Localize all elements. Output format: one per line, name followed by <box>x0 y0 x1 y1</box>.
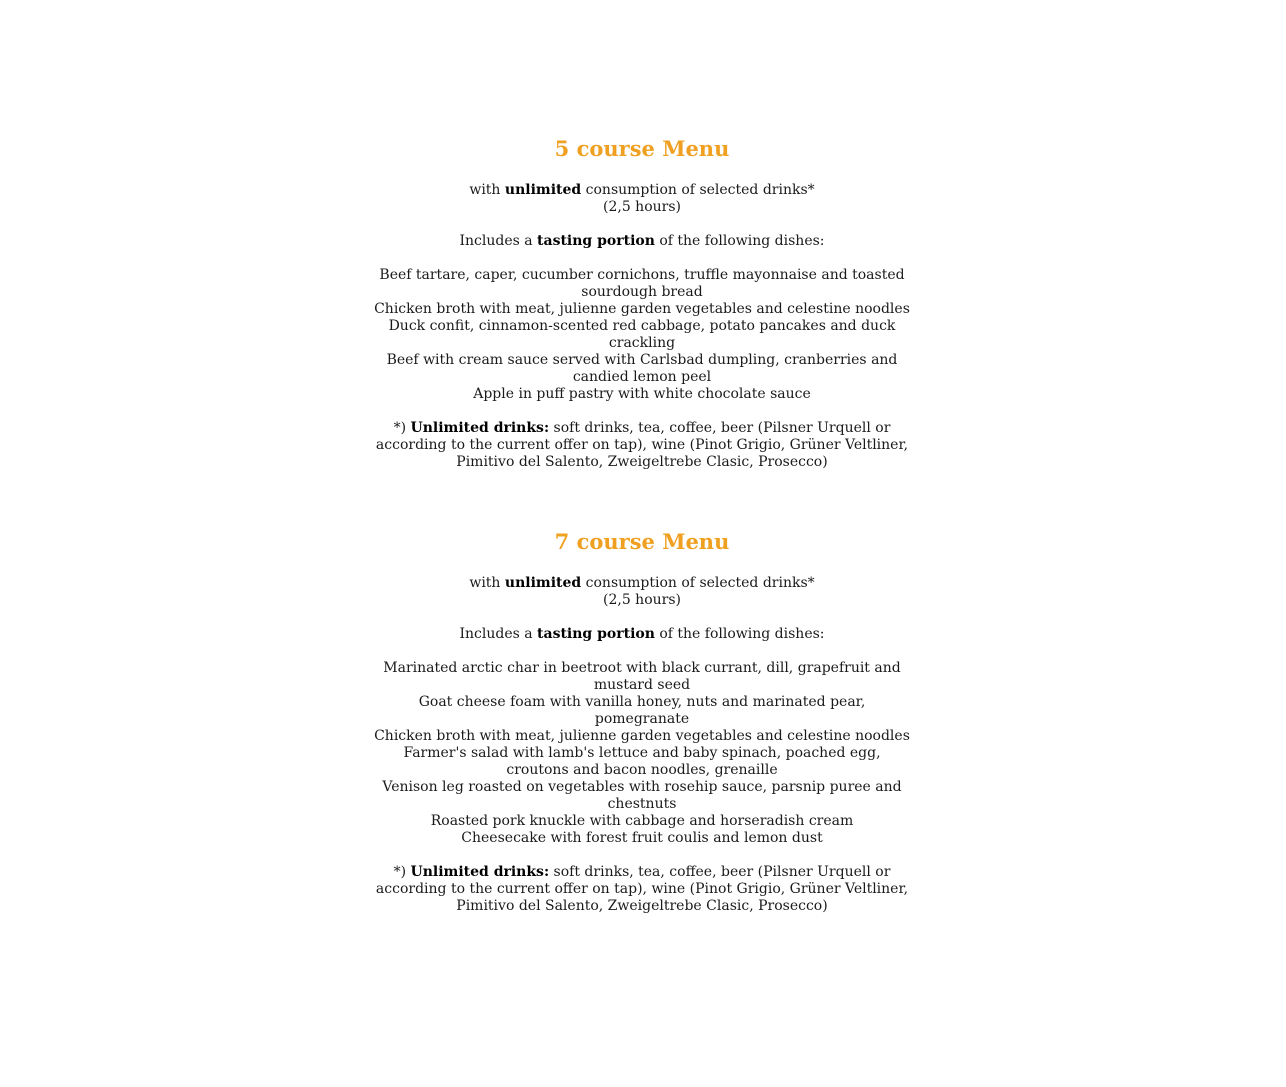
drinks-line-post: consumption of selected drinks* <box>581 575 815 591</box>
tasting-line-post: of the following dishes: <box>654 626 825 642</box>
dish-item: Chicken broth with meat, julienne garden vegetables and celestine noodles <box>374 301 910 317</box>
duration: (2,5 hours) <box>603 199 681 215</box>
drinks-line-pre: with <box>469 575 505 591</box>
tasting-line-post: of the following dishes: <box>654 233 825 249</box>
footnote-text: soft drinks, tea, coffee, beer (Pilsner Urquell or according to the current offer on tap), wine (Pinot Grigio, Grüner Veltliner, Pimitivo del Salento, Zweigeltrebe Clasic, Prosecco) <box>375 420 909 470</box>
tasting-line-bold: tasting portion <box>537 233 655 249</box>
drinks-info <box>372 182 912 216</box>
drinks-footnote <box>372 420 912 471</box>
menu-5-course <box>372 136 912 471</box>
drinks-line-post: consumption of selected drinks* <box>581 182 815 198</box>
menu-title: 7 course Menu <box>554 529 730 554</box>
footnote-bold: Unlimited drinks: <box>410 420 550 436</box>
drinks-footnote <box>372 864 912 915</box>
duration: (2,5 hours) <box>603 592 681 608</box>
drinks-line <box>372 575 912 592</box>
menu-7-course <box>372 529 912 915</box>
dish-item: Duck confit, cinnamon-scented red cabbage, potato pancakes and duck crackling <box>388 318 896 351</box>
footnote-marker: *) <box>393 420 411 436</box>
drinks-line <box>372 182 912 199</box>
dish-item: Venison leg roasted on vegetables with rosehip sauce, parsnip puree and chestnuts <box>382 779 902 812</box>
dish-list <box>372 660 912 847</box>
dish-item: Cheesecake with forest fruit coulis and lemon dust <box>461 830 823 846</box>
dish-item: Beef tartare, caper, cucumber cornichons, truffle mayonnaise and toasted sourdough bread <box>379 267 905 300</box>
dish-item: Beef with cream sauce served with Carlsbad dumpling, cranberries and candied lemon peel <box>386 352 898 385</box>
menu-title: 5 course Menu <box>554 136 730 161</box>
drinks-info <box>372 575 912 609</box>
dish-item: Roasted pork knuckle with cabbage and horseradish cream <box>430 813 854 829</box>
dish-item: Apple in puff pastry with white chocolate sauce <box>473 386 811 402</box>
drinks-line-bold: unlimited <box>504 575 582 591</box>
tasting-line-pre: Includes a <box>459 233 538 249</box>
tasting-line <box>372 626 912 643</box>
drinks-line-pre: with <box>469 182 505 198</box>
dish-list <box>372 267 912 403</box>
dish-item: Marinated arctic char in beetroot with black currant, dill, grapefruit and mustard seed <box>383 660 901 693</box>
dish-item: Farmer's salad with lamb's lettuce and baby spinach, poached egg, croutons and bacon noodles, grenaille <box>403 745 881 778</box>
footnote-marker: *) <box>393 864 411 880</box>
drinks-line-bold: unlimited <box>504 182 582 198</box>
tasting-line <box>372 233 912 250</box>
dish-item: Chicken broth with meat, julienne garden vegetables and celestine noodles <box>374 728 910 744</box>
tasting-line-pre: Includes a <box>459 626 538 642</box>
tasting-line-bold: tasting portion <box>537 626 655 642</box>
footnote-text: soft drinks, tea, coffee, beer (Pilsner Urquell or according to the current offer on tap), wine (Pinot Grigio, Grüner Veltliner, Pimitivo del Salento, Zweigeltrebe Clasic, Prosecco) <box>375 864 909 914</box>
dish-item: Goat cheese foam with vanilla honey, nuts and marinated pear, pomegranate <box>418 694 866 727</box>
footnote-bold: Unlimited drinks: <box>410 864 550 880</box>
